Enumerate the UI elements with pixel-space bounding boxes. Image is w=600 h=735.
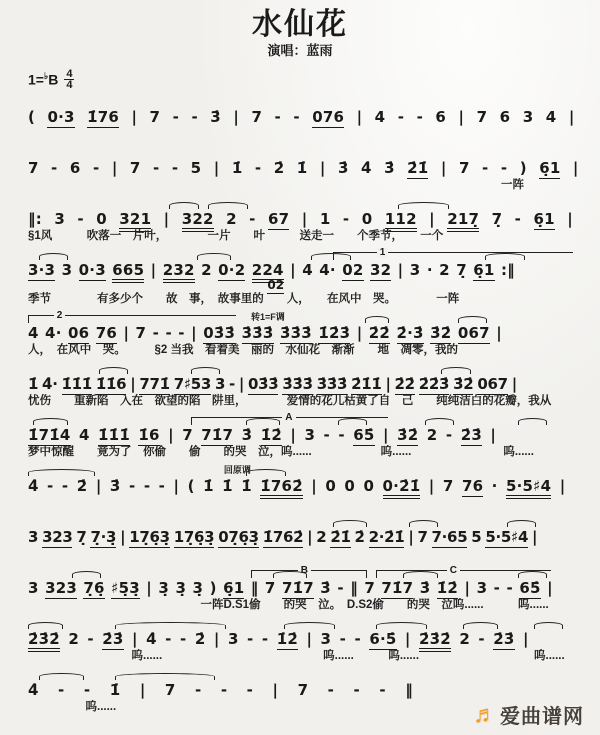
system-2: [28, 148, 579, 193]
slur-arc: [338, 418, 367, 425]
performer-line: 演唱：蓝雨: [267, 43, 333, 58]
music-note-icon: ♬: [473, 700, 497, 728]
slur-arc: [485, 253, 525, 260]
system-5: [28, 310, 572, 358]
first-ending-label: 1: [377, 248, 389, 258]
lyrics-line: 梦中惊醒 竟为了 你偷 偷 的哭 泣，呜...... 呜...... 呜......: [28, 446, 535, 458]
notation-line: 7 - 6 - | 7 - - 5 | 1̇ - 2̇ 1̇ | 3̇ 4̇ 3̇ 2̇1̇ | 7 - - ) 6̣1 |: [28, 159, 579, 177]
section-b-bracket: [251, 565, 367, 578]
lyrics-line: 呜...... 呜...... 呜...... 呜......: [28, 650, 565, 662]
slur-arc: [284, 622, 335, 629]
lyrics-line: §1风 吹落一 片叶， 一片 叶 送走一 个季节， 一个: [28, 230, 444, 242]
annotation-row: [28, 199, 572, 209]
notation-line: 4̇ - - 2̇ | 3̇ - - - | ( 1̇ 1̇ 1̇ 1̇762̇ | 0 0 0 0·2̇1̇ | 7 76 · 5·5♯4 |: [28, 476, 572, 496]
slur-arc: [28, 622, 63, 629]
system-1: [28, 97, 575, 142]
annotation-row: [28, 466, 572, 476]
annotation-row: [28, 565, 572, 578]
slur-arc: [197, 253, 232, 260]
slur-arc: [115, 622, 226, 629]
second-ending-bracket: [28, 310, 236, 323]
slur-arc: [246, 469, 286, 476]
lyrics-line: 一阵: [501, 179, 524, 191]
slur-arc: [403, 571, 438, 578]
slur-arc: [425, 418, 454, 425]
slur-arc: [39, 253, 68, 260]
system-8: [28, 466, 572, 511]
slur-arc: [365, 316, 389, 323]
flat-symbol: ♭: [43, 70, 49, 81]
annotation-row: [28, 364, 572, 374]
key-text: 1=♭B: [28, 70, 59, 88]
system-4: [28, 247, 572, 307]
slur-arc: [169, 202, 198, 209]
slur-arc: [33, 418, 68, 425]
song-title: 水仙花: [252, 8, 348, 41]
system-3: [28, 199, 572, 244]
time-signature: 4 4: [66, 67, 73, 91]
slur-arc: [99, 367, 128, 374]
notation-line: 3 323 7̣ 7̣·3̣ | 17̣6̣3̣ 17̣6̣3̣ 07̣6̣3̣ 1̇762̇ | 2 2̇1̇ 2̇ 2·2̇1̇ | 7 7·65 5 5·5♯4 |: [28, 528, 538, 546]
slur-arc: [376, 622, 427, 629]
annotation-row: [28, 670, 572, 680]
modulation-label: 转1=F调: [251, 312, 285, 322]
lyrics-line: 呜......: [28, 701, 117, 713]
annotation-row: [28, 517, 572, 527]
slur-arc: [273, 571, 308, 578]
annotation-row: [28, 97, 572, 107]
annotation-row: [28, 310, 572, 323]
system-11: [28, 619, 572, 664]
notation-line: 3 323 7̣6̣ ♯5̣3̣ | 3̣ 3̣ 3̣ ) 6̣1 ‖ 7 71̇7 3̇ - ‖ 7 71̇7 3̇ 1̇2̇ | 3 - - 65̇ |: [28, 579, 553, 597]
slur-arc: [191, 367, 220, 374]
slur-arc: [458, 316, 487, 323]
system-7: [28, 412, 572, 460]
second-ending-label: 2: [54, 311, 66, 321]
slur-arc: [518, 571, 547, 578]
first-ending-bracket: [333, 247, 573, 260]
notation-line: 4 4· 06 76 | 7 - - - | 03̇3̇ 3̇3̇3̇ 3̇3̇3̇ 1̇2̇3̇ | 2̇2̇ 2̇·3̇ 3̇2̇ 067 |: [28, 324, 502, 342]
lyrics-line: 人， 在风中 哭。 §2 当我 看着美 丽的 水仙花 渐渐 地 凋零，我的: [28, 344, 458, 356]
slur-arc: [311, 253, 351, 260]
annotation-row: [28, 619, 572, 629]
notation-line: 2̇3̇2̇ 2 - 2̇3̇ | 4̇ - - 2̇ | 3 - - 1̇2̇ | 3 - - 6·5̇ | 2̇3̇2̇ 2 - 2̇3̇ |: [28, 629, 572, 649]
site-name: 爱曲谱网: [500, 706, 584, 728]
slur-arc: [28, 469, 95, 476]
slur-arc: [518, 418, 547, 425]
return-key-label: 回原调: [223, 465, 251, 475]
notation-line: ‖: 3 - 0 321 | 322 2 - 67 | 1 - 0 112 | 217̣ 7̣ - 6̣1 |: [28, 209, 572, 229]
site-logo: [473, 700, 584, 729]
slur-arc: [115, 673, 215, 680]
lyrics-line: 季节 有多少个 故 事， 故事里的 人， 在风中 哭。 一阵: [28, 293, 460, 305]
slur-arc: [507, 520, 536, 527]
slur-arc: [208, 202, 248, 209]
notation-line: 1̇ 4̇· 1̇1̇1̇ 1̇1̇6 | 771̇ 7♯53 3 - | 03̇3̇ 3̇3̇3̇ 3̇3̇3̇ 2̇1̇1̇ | 2̇2̇ 2̇2̇3̇ 3̇2̇ 067 |: [28, 375, 517, 393]
annotation-row: [28, 412, 572, 425]
notation-line: 3·3 3 0·3 665 | 232 2 0·2 224 | 4 4· 02 32 | 3 · 2 7̣ 6̣1 :‖: [28, 260, 572, 280]
alt-note: 02: [267, 278, 285, 292]
section-c-label: C: [447, 566, 460, 576]
slur-arc: [72, 571, 101, 578]
system-10: [28, 565, 572, 613]
section-b-label: B: [298, 566, 311, 576]
annotation-row: [28, 247, 572, 260]
annotation-row: [28, 148, 572, 158]
system-9: [28, 517, 572, 562]
slur-arc: [441, 367, 470, 374]
notation-line: 1̇71̇4 4 1̇1̇1̇ 1̇6 | 7 71̇7 3̇ 1̇2̇ | 3 - - 65̇ | 3̇2̇ 2 - 2̇3̇ |: [28, 426, 497, 444]
section-a-label: A: [282, 413, 295, 423]
key-signature: [28, 67, 572, 91]
notation-line: ( 0·3 1̇76 | 7 - - 3̇ | 7 - - 076 | 4 - - 6 | 7 6 3 4 |: [28, 108, 575, 126]
slur-arc: [534, 622, 563, 629]
slur-arc: [39, 673, 85, 680]
lyrics-line: [28, 127, 572, 142]
lyrics-line: 一阵D.S1偷 的哭 泣。 D.S2偷 的哭 泣呜...... 呜......: [28, 599, 549, 611]
slur-arc: [409, 520, 438, 527]
slur-arc: [398, 202, 449, 209]
slur-arc: [463, 622, 498, 629]
lyrics-line: [28, 547, 572, 562]
system-6: [28, 364, 572, 409]
notation-line: 4̇ - - 1̇ | 7 - - - | 7 - - - ‖: [28, 681, 413, 699]
lyrics-line: 忧伤 重新陷 入在 欲望的陷 阱里， 爱情的花儿枯黄了自 己 纯纯洁白的花瓣，我从: [28, 395, 552, 407]
slur-arc: [246, 418, 281, 425]
slur-arc: [333, 520, 368, 527]
